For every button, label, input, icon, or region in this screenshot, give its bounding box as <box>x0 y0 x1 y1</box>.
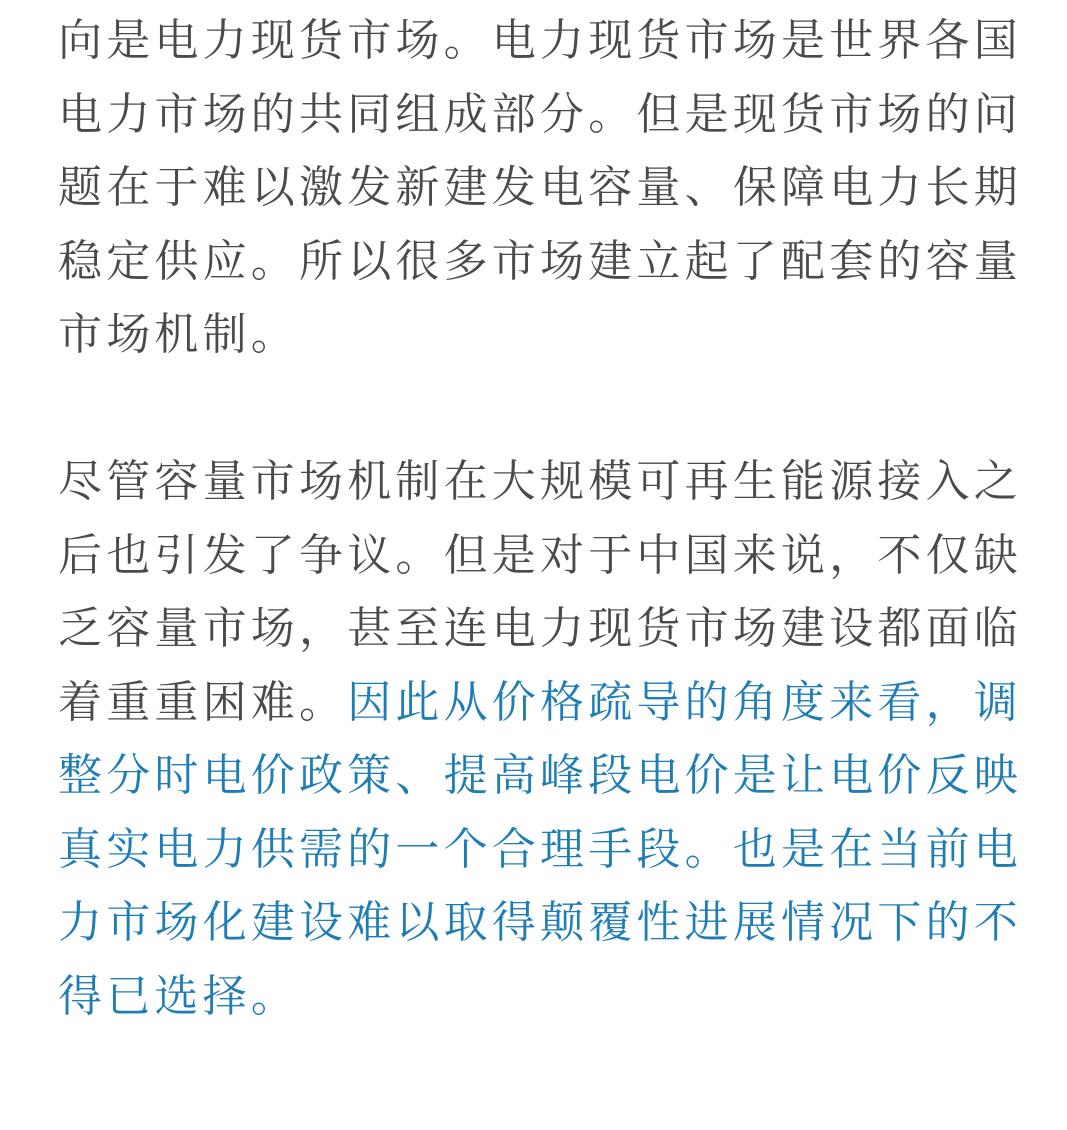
paragraph-spot-market <box>58 4 1022 372</box>
highlighted-line: 力市场化建设难以取得颠覆性进展情况下的不 <box>58 897 1022 948</box>
plain-text: 着重重困难。 <box>58 676 348 728</box>
text-line: 题在于难以激发新建发电容量、保障电力长期 <box>58 162 1022 213</box>
text-line: 乏容量市场，甚至连电力现货市场建设都面临 <box>58 603 1022 654</box>
highlighted-text: 因此从价格疏导的角度来看，调 <box>347 676 1023 728</box>
text-line: 市场机制。 <box>58 309 299 360</box>
article-body <box>58 4 1023 1033</box>
highlighted-line: 真实电力供需的一个合理手段。也是在当前电 <box>58 823 1022 875</box>
text-line-mixed <box>58 666 1023 740</box>
highlighted-line: 整分时电价政策、提高峰段电价是让电价反映 <box>58 750 1022 801</box>
text-line: 后也引发了争议。但是对于中国来说，不仅缺 <box>58 529 1022 581</box>
paragraph-capacity-market <box>58 445 1023 1033</box>
highlighted-line: 得已选择。 <box>58 970 299 1022</box>
text-line: 尽管容量市场机制在大规模可再生能源接入之 <box>58 456 1022 507</box>
text-line: 电力市场的共同组成部分。但是现货市场的问 <box>58 88 1022 140</box>
text-line: 稳定供应。所以很多市场建立起了配套的容量 <box>58 235 1022 287</box>
text-line: 向是电力现货市场。电力现货市场是世界各国 <box>58 15 1022 66</box>
